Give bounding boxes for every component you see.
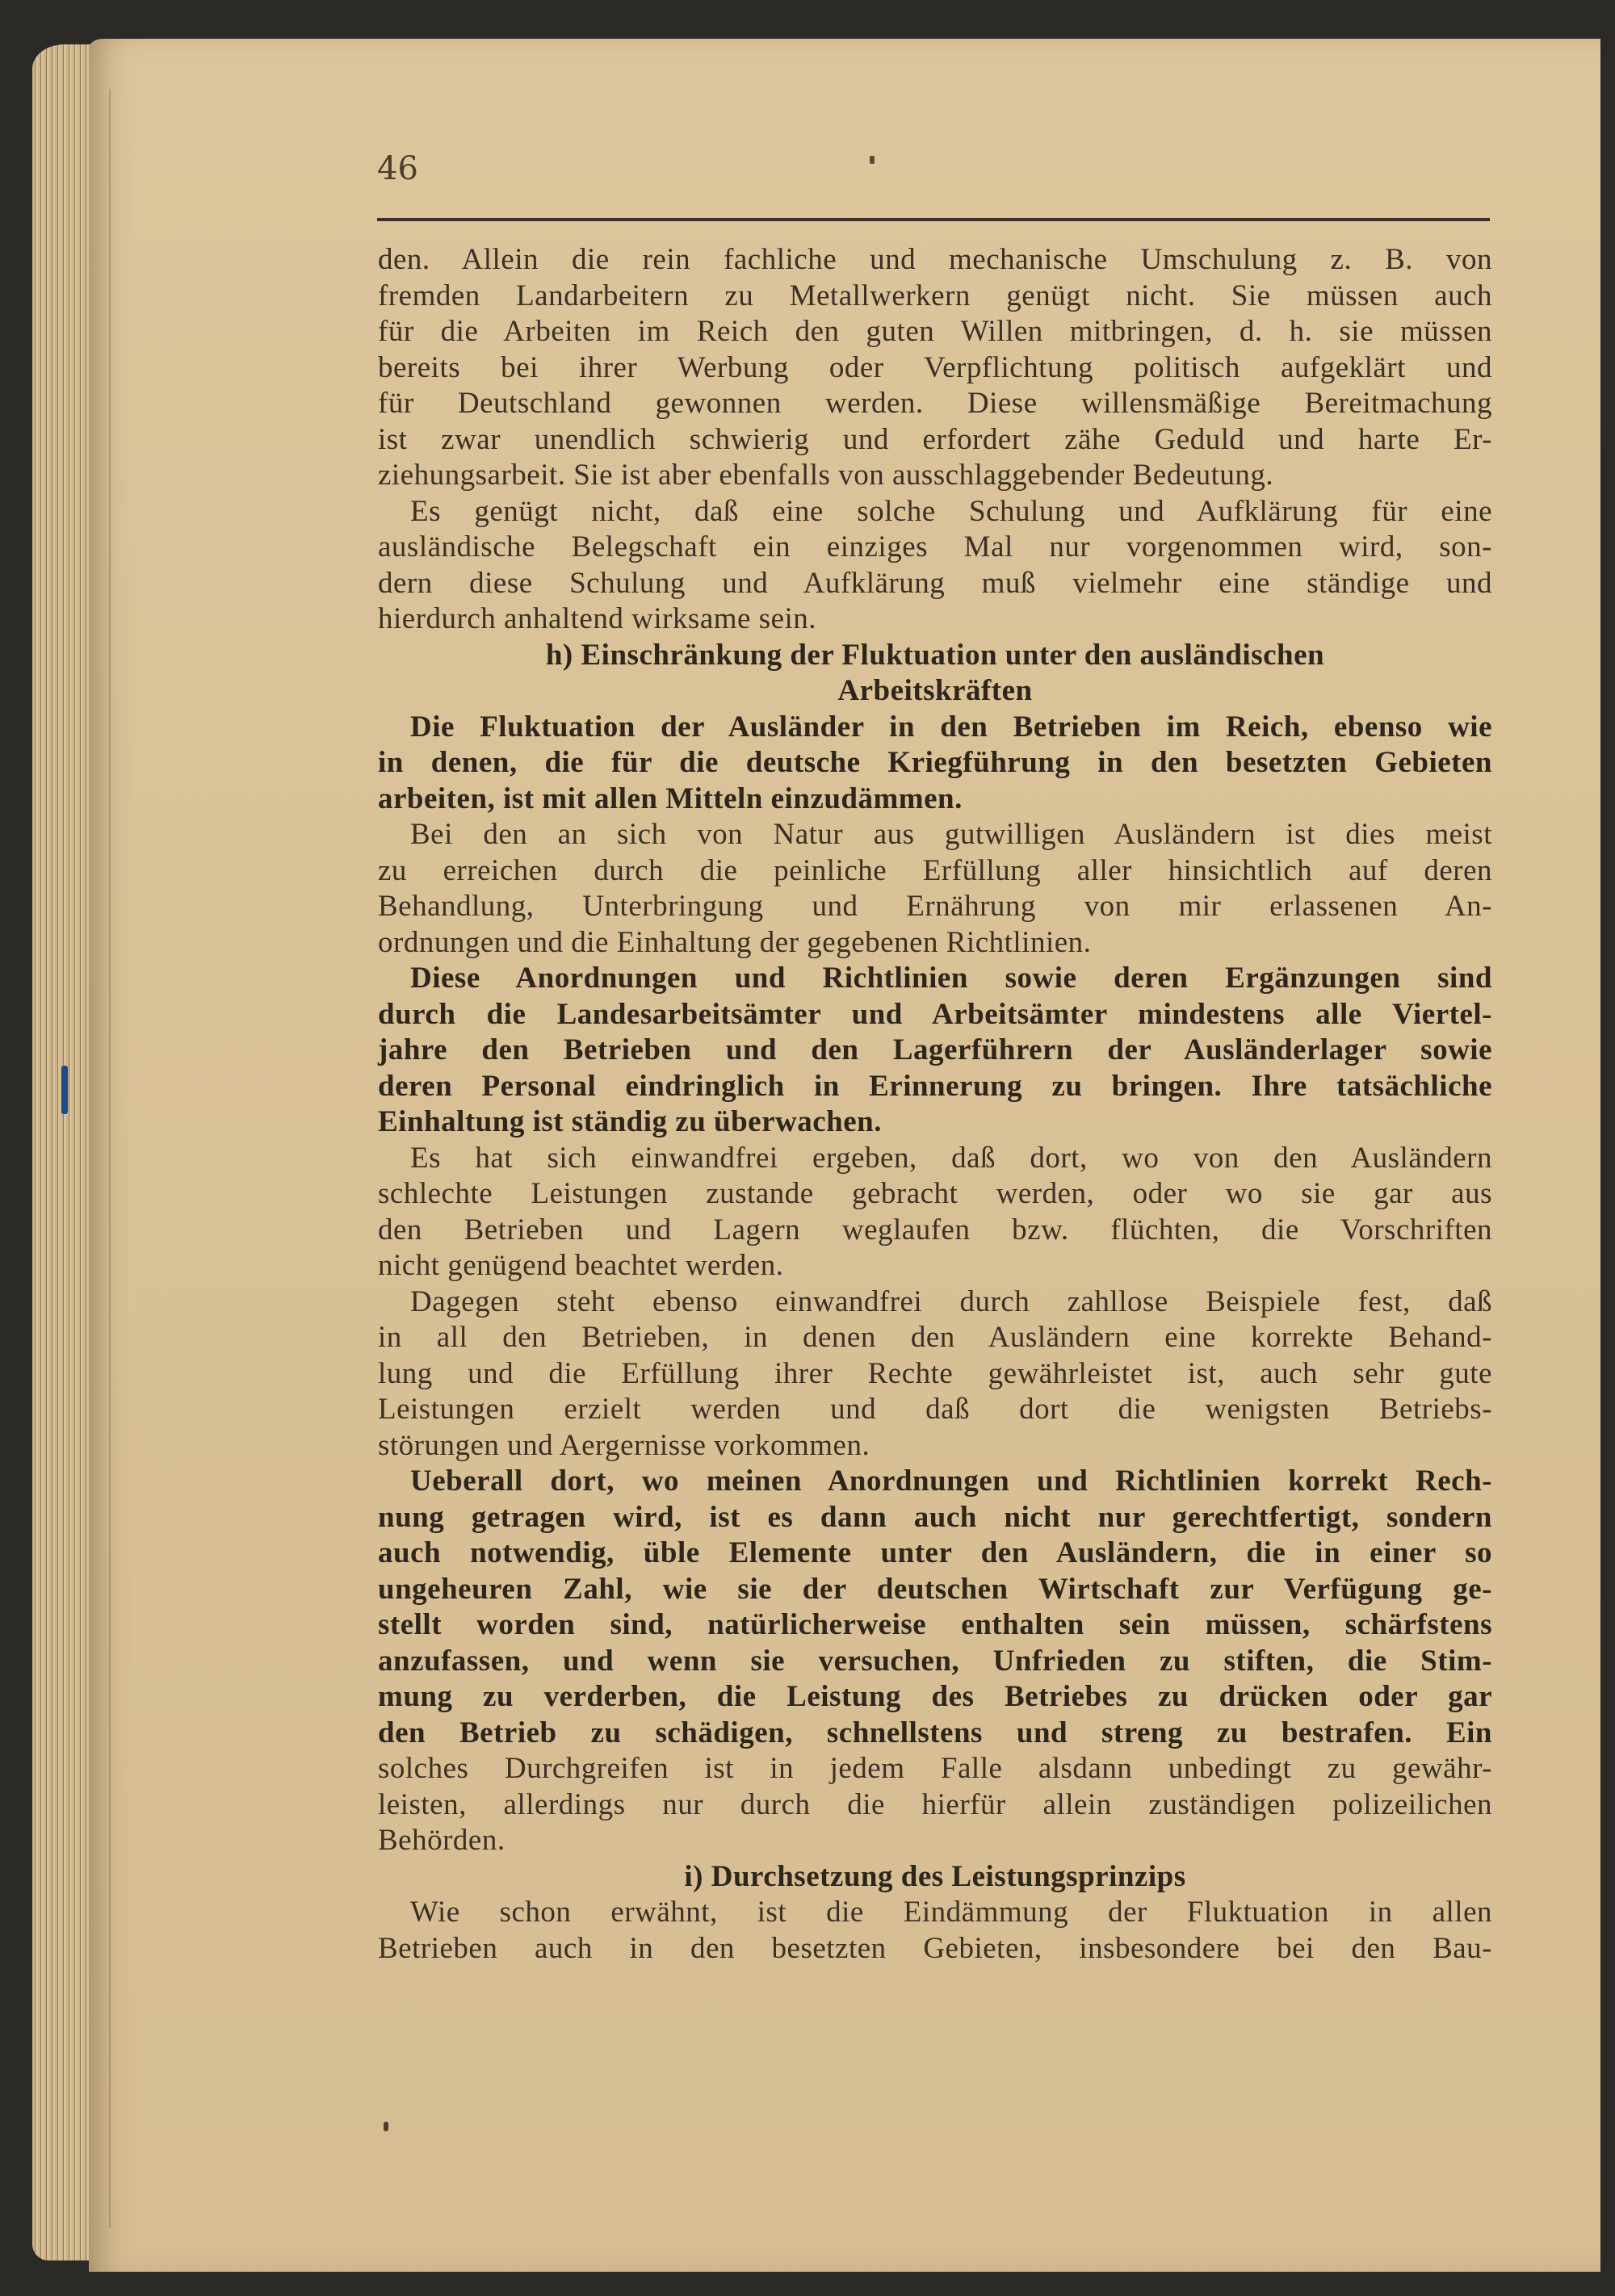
ink-mark xyxy=(870,156,875,164)
text-line: ziehungsarbeit. Sie ist aber ebenfalls von ausschlaggebender Bedeutung. xyxy=(378,459,1274,492)
text-line: Wie schon erwähnt, ist die Eindämmung der Fluktuation in allen xyxy=(410,1896,1492,1929)
text-line: leisten, allerdings nur durch die hierfür allein zuständigen polizeilichen xyxy=(378,1787,1492,1821)
text-line: Es hat sich einwandfrei ergeben, daß dort, wo von den Ausländern xyxy=(410,1141,1492,1175)
text-line: Ueberall dort, wo meinen Anordnungen und Richtlinien korrekt Rech- xyxy=(410,1464,1492,1498)
text-line: nicht genügend beachtet werden. xyxy=(378,1249,784,1282)
text-line: lung und die Erfüllung ihrer Rechte gewährleistet ist, auch sehr gute xyxy=(378,1356,1492,1390)
text-line: deren Personal eindringlich in Erinnerung zu bringen. Ihre tatsächliche xyxy=(378,1069,1492,1103)
page-edge-tab xyxy=(61,1066,68,1114)
text-line: fremden Landarbeitern zu Metallwerkern genügt nicht. Sie müssen auch xyxy=(378,279,1492,312)
ink-spot xyxy=(384,2122,388,2131)
text-line: Behörden. xyxy=(378,1824,505,1857)
text-line: nung getragen wird, ist es dann auch nicht nur gerechtfertigt, sondern xyxy=(378,1500,1492,1534)
text-line: den Betrieben und Lagern weglaufen bzw. flüchten, die Vorschriften xyxy=(378,1213,1492,1246)
text-line: Betrieben auch in den besetzten Gebieten, insbesondere bei den Bau- xyxy=(378,1931,1492,1965)
gutter-shadow xyxy=(109,89,111,2228)
text-line: in denen, die für die deutsche Kriegführung in den besetzten Gebieten xyxy=(378,746,1492,779)
text-line: bereits bei ihrer Werbung oder Verpflichtung politisch aufgeklärt und xyxy=(378,350,1492,384)
text-line: ist zwar unendlich schwierig und erfordert zähe Geduld und harte Er- xyxy=(378,422,1492,456)
text-line: zu erreichen durch die peinliche Erfüllung aller hinsichtlich auf deren xyxy=(378,853,1492,887)
text-line: anzufassen, und wenn sie versuchen, Unfrieden zu stiften, die Stim- xyxy=(378,1644,1492,1678)
text-line: Behandlung, Unterbringung und Ernährung von mir erlassenen An- xyxy=(378,890,1492,923)
text-line: Die Fluktuation der Ausländer in den Betrieben im Reich, ebenso wie xyxy=(410,710,1492,744)
text-line: Arbeitskräften xyxy=(837,674,1033,707)
text-line: für Deutschland gewonnen werden. Diese willensmäßige Bereitmachung xyxy=(378,387,1492,420)
text-line: in all den Betrieben, in denen den Ausländern eine korrekte Behand- xyxy=(378,1321,1492,1354)
text-line: Leistungen erzielt werden und daß dort die wenigsten Betriebs- xyxy=(378,1393,1492,1426)
text-line: auch notwendig, üble Elemente unter den Ausländern, die in einer so xyxy=(378,1536,1492,1569)
text-line: Einhaltung ist ständig zu überwachen. xyxy=(378,1105,882,1138)
text-line: durch die Landesarbeitsämter und Arbeitsämter mindestens alle Viertel- xyxy=(378,997,1492,1031)
text-line: mung zu verderben, die Leistung des Betriebes zu drücken oder gar xyxy=(378,1680,1492,1713)
text-line: jahre den Betrieben und den Lagerführern der Ausländerlager sowie xyxy=(378,1033,1492,1066)
text-line: störungen und Aergernisse vorkommen. xyxy=(378,1428,870,1462)
text-line: Bei den an sich von Natur aus gutwilligen Ausländern ist dies meist xyxy=(410,818,1492,851)
text-line: den Betrieb zu schädigen, schnellstens und streng zu bestrafen. Ein xyxy=(378,1716,1492,1749)
text-line: für die Arbeiten im Reich den guten Willen mitbringen, d. h. sie müssen xyxy=(378,315,1492,348)
text-line: arbeiten, ist mit allen Mitteln einzudämmen. xyxy=(378,781,963,815)
text-line: hierdurch anhaltend wirksame sein. xyxy=(378,602,817,635)
text-line: h) Einschränkung der Fluktuation unter den ausländischen xyxy=(545,638,1325,672)
text-line: den. Allein die rein fachliche und mechanische Umschulung z. B. von xyxy=(378,243,1492,276)
text-line: Diese Anordnungen und Richtlinien sowie deren Ergänzungen sind xyxy=(410,962,1492,995)
body-text xyxy=(378,242,1492,1967)
page-number: 46 xyxy=(377,150,418,187)
text-line: schlechte Leistungen zustande gebracht werden, oder wo sie gar aus xyxy=(378,1177,1492,1210)
text-line: i) Durchsetzung des Leistungsprinzips xyxy=(684,1859,1186,1893)
text-line: Es genügt nicht, daß eine solche Schulung und Aufklärung für eine xyxy=(410,494,1492,528)
text-line: stellt worden sind, natürlicherweise enthalten sein müssen, schärfstens xyxy=(378,1608,1492,1641)
text-line: dern diese Schulung und Aufklärung muß vielmehr eine ständige und xyxy=(378,566,1492,600)
text-line: solches Durchgreifen ist in jedem Falle alsdann unbedingt zu gewähr- xyxy=(378,1752,1492,1785)
text-line: ausländische Belegschaft ein einziges Mal nur vorgenommen wird, son- xyxy=(378,530,1492,564)
text-line: ordnungen und die Einhaltung der gegebenen Richtlinien. xyxy=(378,925,1092,959)
text-line: ungeheuren Zahl, wie sie der deutschen Wirtschaft zur Verfügung ge- xyxy=(378,1572,1492,1606)
header-rule xyxy=(377,218,1490,221)
text-line: Dagegen steht ebenso einwandfrei durch zahllose Beispiele fest, daß xyxy=(410,1284,1492,1318)
